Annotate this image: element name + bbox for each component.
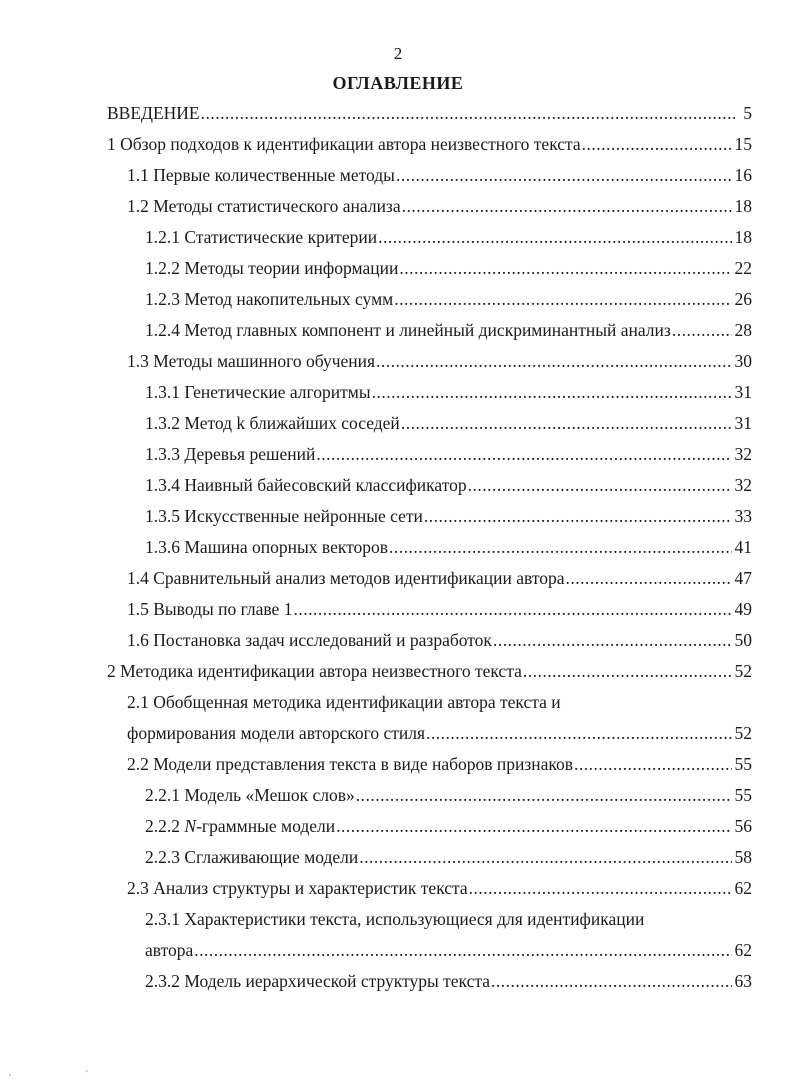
toc-row <box>0 780 796 811</box>
toc-entry-section-1-6[interactable] <box>127 625 752 656</box>
toc-entry-text: 2.2 Модели представления текста в виде наборов признаков <box>127 754 574 774</box>
toc-page-number: 55 <box>734 785 752 805</box>
toc-leader-dots <box>402 191 732 222</box>
toc-entry-text: 1.2.3 Метод накопительных сумм <box>145 289 394 309</box>
page-number: 2 <box>393 44 403 63</box>
toc-entry-section-1-3-5[interactable] <box>145 501 752 532</box>
toc-page-number: 31 <box>734 413 752 433</box>
toc-row <box>0 98 796 129</box>
toc-leader-dots <box>491 966 732 997</box>
toc-row <box>0 904 796 935</box>
toc-row <box>0 284 796 315</box>
toc-page-number: 52 <box>734 661 752 681</box>
toc-row <box>0 811 796 842</box>
toc-entry-section-2-2[interactable] <box>127 749 752 780</box>
toc-row <box>0 346 796 377</box>
toc-row <box>0 501 796 532</box>
toc-entry-section-1-2-1[interactable] <box>145 222 752 253</box>
toc-entry-section-1-2-3[interactable] <box>145 284 752 315</box>
toc-page-number: 49 <box>734 599 752 619</box>
toc-page-number: 28 <box>734 320 752 340</box>
scan-mark: ' <box>86 1069 88 1080</box>
toc-leader-dots <box>469 873 732 904</box>
toc-leader-dots <box>468 470 732 501</box>
toc-row <box>0 563 796 594</box>
toc-entry-text: ВВЕДЕНИЕ <box>107 103 200 123</box>
toc-entry-text: 1.4 Сравнительный анализ методов идентификации автора <box>127 568 565 588</box>
toc-leader-dots <box>424 501 732 532</box>
toc-leader-dots <box>493 625 732 656</box>
toc-page-number: 22 <box>734 258 752 278</box>
toc-page-number: 5 <box>743 103 752 123</box>
toc-leader-dots <box>399 253 731 284</box>
toc-leader-dots <box>316 439 731 470</box>
toc-page-number: 18 <box>734 196 752 216</box>
toc-leader-dots <box>389 532 731 563</box>
toc-page-number: 47 <box>734 568 752 588</box>
table-of-contents <box>0 98 796 997</box>
toc-entry-section-1-4[interactable] <box>127 563 752 594</box>
toc-page-number: 16 <box>734 165 752 185</box>
toc-page-number: 63 <box>734 971 752 991</box>
toc-row <box>0 749 796 780</box>
toc-page-number: 32 <box>734 444 752 464</box>
toc-entry-section-1-3-1[interactable] <box>145 377 752 408</box>
toc-entry-text-prefix: 2.2.2 <box>145 816 185 836</box>
toc-entry-text: 1.2 Методы статистического анализа <box>127 196 401 216</box>
toc-row <box>0 377 796 408</box>
toc-entry-text: автора <box>145 940 194 960</box>
toc-leader-dots <box>372 377 732 408</box>
toc-entry-text: 2.2.1 Модель «Мешок слов» <box>145 785 355 805</box>
toc-entry-section-2-3-1[interactable] <box>145 935 752 966</box>
toc-leader-dots <box>293 594 731 625</box>
toc-entry-section-2-3-1-line1[interactable]: 2.3.1 Характеристики текста, использующиеся для идентификации <box>145 909 645 929</box>
toc-entry-text-suffix: -граммные модели <box>196 816 336 836</box>
toc-entry-text: 1.5 Выводы по главе 1 <box>127 599 293 619</box>
toc-leader-dots <box>201 98 735 129</box>
toc-entry-text: 1.2.2 Методы теории информации <box>145 258 399 278</box>
toc-row <box>0 408 796 439</box>
toc-row <box>0 687 796 718</box>
toc-entry-text: 2.3.2 Модель иерархической структуры текста <box>145 971 490 991</box>
toc-entry-section-2-1[interactable] <box>127 718 752 749</box>
toc-entry-section-1-2[interactable] <box>127 191 752 222</box>
toc-leader-dots <box>582 129 732 160</box>
toc-row <box>0 873 796 904</box>
toc-entry-section-1-5[interactable] <box>127 594 752 625</box>
toc-entry-text: 1.3 Методы машинного обучения <box>127 351 376 371</box>
toc-leader-dots <box>574 749 731 780</box>
toc-row <box>0 253 796 284</box>
toc-page-number: 33 <box>734 506 752 526</box>
toc-entry-text: формирования модели авторского стиля <box>127 723 426 743</box>
toc-row <box>0 315 796 346</box>
toc-row <box>0 718 796 749</box>
toc-row <box>0 842 796 873</box>
toc-entry-text: 1.3.3 Деревья решений <box>145 444 316 464</box>
toc-entry-section-2-1-line1[interactable]: 2.1 Обобщенная методика идентификации автора текста и <box>127 692 561 712</box>
toc-entry-text: 1.3.2 Метод k ближайших соседей <box>145 413 400 433</box>
toc-entry-text-italic: N <box>184 816 197 836</box>
toc-page-number: 31 <box>734 382 752 402</box>
toc-leader-dots <box>376 346 731 377</box>
toc-page-number: 30 <box>734 351 752 371</box>
toc-row <box>0 191 796 222</box>
toc-entry-section-1-2-4[interactable] <box>145 315 752 346</box>
toc-leader-dots <box>194 935 731 966</box>
toc-row <box>0 470 796 501</box>
toc-entry-chapter-2[interactable] <box>107 656 752 687</box>
toc-leader-dots <box>672 315 732 346</box>
toc-leader-dots <box>426 718 731 749</box>
toc-page-number: 62 <box>734 940 752 960</box>
toc-entry-section-1-3-2[interactable] <box>145 408 752 439</box>
toc-page-number: 18 <box>734 227 752 247</box>
toc-row <box>0 656 796 687</box>
toc-row <box>0 532 796 563</box>
toc-page-number: 56 <box>734 816 752 836</box>
toc-row <box>0 935 796 966</box>
toc-page-number: 50 <box>734 630 752 650</box>
toc-leader-dots <box>394 284 731 315</box>
toc-page-number: 32 <box>734 475 752 495</box>
toc-page-number: 58 <box>734 847 752 867</box>
toc-entry-introduction[interactable] <box>107 98 752 129</box>
toc-entry-section-2-3-2[interactable] <box>145 966 752 997</box>
toc-leader-dots <box>359 842 731 873</box>
toc-entry-section-2-2-2[interactable] <box>145 811 752 842</box>
toc-entry-section-2-2-3[interactable] <box>145 842 752 873</box>
toc-entry-text: 1.2.1 Статистические критерии <box>145 227 378 247</box>
toc-entry-text: 1.3.5 Искусственные нейронные сети <box>145 506 423 526</box>
toc-entry-text <box>145 811 335 842</box>
toc-entry-text: 1.6 Постановка задач исследований и разработок <box>127 630 492 650</box>
toc-entry-text: 2.3 Анализ структуры и характеристик текста <box>127 878 468 898</box>
scan-mark: ' <box>9 1073 11 1084</box>
toc-page-number: 55 <box>734 754 752 774</box>
toc-row <box>0 625 796 656</box>
toc-leader-dots <box>356 780 732 811</box>
toc-leader-dots <box>566 563 732 594</box>
toc-page-number: 26 <box>734 289 752 309</box>
toc-entry-section-1-1[interactable] <box>127 160 752 191</box>
toc-row <box>0 222 796 253</box>
toc-entry-chapter-1[interactable] <box>107 129 752 160</box>
toc-entry-section-2-3[interactable] <box>127 873 752 904</box>
toc-leader-dots <box>396 160 732 191</box>
toc-row <box>0 966 796 997</box>
toc-leader-dots <box>523 656 732 687</box>
toc-entry-text: 1.1 Первые количественные методы <box>127 165 395 185</box>
toc-row <box>0 439 796 470</box>
toc-entry-text: 2 Методика идентификации автора неизвестного текста <box>107 661 522 681</box>
toc-leader-dots <box>336 811 731 842</box>
toc-leader-dots <box>401 408 732 439</box>
toc-row <box>0 594 796 625</box>
toc-leader-dots <box>378 222 731 253</box>
toc-entry-section-1-3-6[interactable] <box>145 532 752 563</box>
page-title: ОГЛАВЛЕНИЕ <box>332 73 464 93</box>
toc-page-number: 41 <box>734 537 752 557</box>
toc-entry-section-2-2-1[interactable] <box>145 780 752 811</box>
toc-entry-section-1-3[interactable] <box>127 346 752 377</box>
toc-page-number: 52 <box>734 723 752 743</box>
toc-entry-text: 2.2.3 Сглаживающие модели <box>145 847 359 867</box>
toc-entry-section-1-3-3[interactable] <box>145 439 752 470</box>
toc-entry-text: 1 Обзор подходов к идентификации автора неизвестного текста <box>107 134 581 154</box>
toc-page-number: 62 <box>734 878 752 898</box>
toc-row <box>0 160 796 191</box>
toc-entry-text: 1.3.4 Наивный байесовский классификатор <box>145 475 467 495</box>
toc-row <box>0 129 796 160</box>
toc-page-number: 15 <box>734 134 752 154</box>
toc-entry-text: 1.2.4 Метод главных компонент и линейный дискриминантный анализ <box>145 320 671 340</box>
toc-entry-text: 1.3.6 Машина опорных векторов <box>145 537 389 557</box>
toc-entry-section-1-3-4[interactable] <box>145 470 752 501</box>
toc-entry-section-1-2-2[interactable] <box>145 253 752 284</box>
toc-entry-text: 1.3.1 Генетические алгоритмы <box>145 382 371 402</box>
